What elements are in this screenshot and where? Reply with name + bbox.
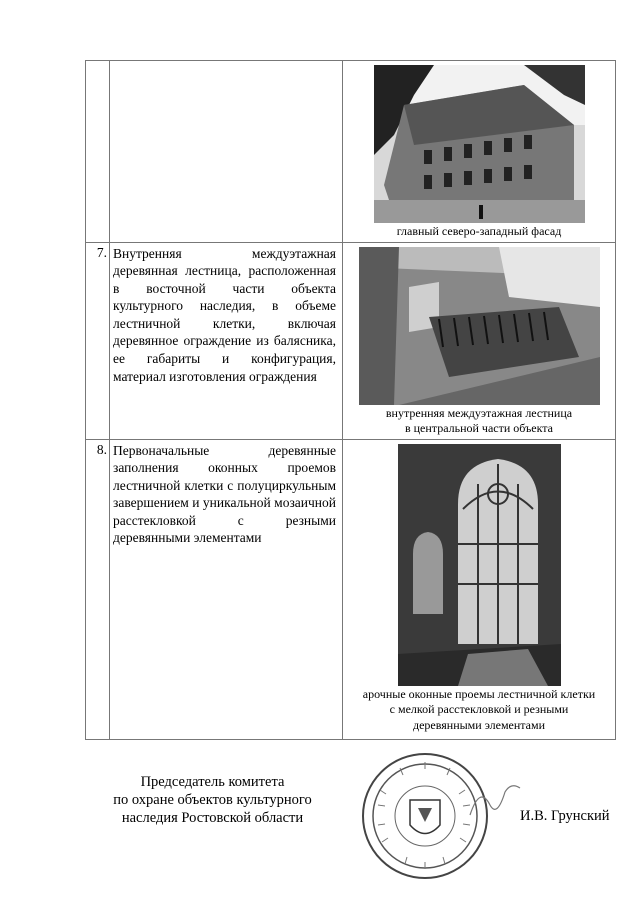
caption-line: внутренняя междуэтажная лестница bbox=[385, 405, 573, 420]
row-number: 8. bbox=[86, 439, 110, 739]
photo-cell bbox=[343, 61, 616, 243]
arched-window-photo bbox=[398, 444, 561, 686]
building-facade-photo bbox=[374, 65, 585, 223]
row-description bbox=[110, 61, 343, 243]
photo-caption bbox=[343, 405, 615, 439]
photo-caption bbox=[343, 686, 615, 736]
photo-cell bbox=[343, 439, 616, 739]
caption-line: с мелкой расстекловкой и резными bbox=[389, 702, 569, 716]
table-row bbox=[86, 439, 616, 739]
signatory-line: по охране объектов культурного bbox=[113, 792, 312, 808]
signatory-title bbox=[100, 773, 325, 827]
caption-line: арочные оконные проемы лестничной клетки bbox=[362, 686, 596, 701]
heritage-items-table bbox=[85, 60, 616, 740]
row-description: Первоначальные деревянные заполнения оконных проемов лестничной клетки с полуциркульным завершением и уникальной мозаичной расстекловкой с резными деревянными элементами bbox=[110, 439, 343, 739]
photo-caption: главный северо-западный фасад bbox=[396, 224, 562, 238]
row-description: Внутренняя междуэтажная деревянная лестница, расположенная в восточной части объекта культурного наследия, в объеме лестничной клетки, включая деревянное ограждение из балясника, ее габариты и конфигурация, материал изготовления ограждения bbox=[110, 242, 343, 439]
caption-line: в центральной части объекта bbox=[404, 421, 554, 435]
table-row bbox=[86, 61, 616, 243]
handwritten-signature bbox=[465, 780, 525, 820]
table-row bbox=[86, 242, 616, 439]
signatory-name: И.В. Грунский bbox=[520, 808, 610, 824]
row-number bbox=[86, 61, 110, 243]
staircase-photo bbox=[359, 247, 600, 405]
signatory-line: наследия Ростовской области bbox=[121, 810, 304, 826]
photo-cell bbox=[343, 242, 616, 439]
signatory-line: Председатель комитета bbox=[140, 774, 285, 790]
caption-line: деревянными элементами bbox=[412, 717, 546, 732]
row-number: 7. bbox=[86, 242, 110, 439]
